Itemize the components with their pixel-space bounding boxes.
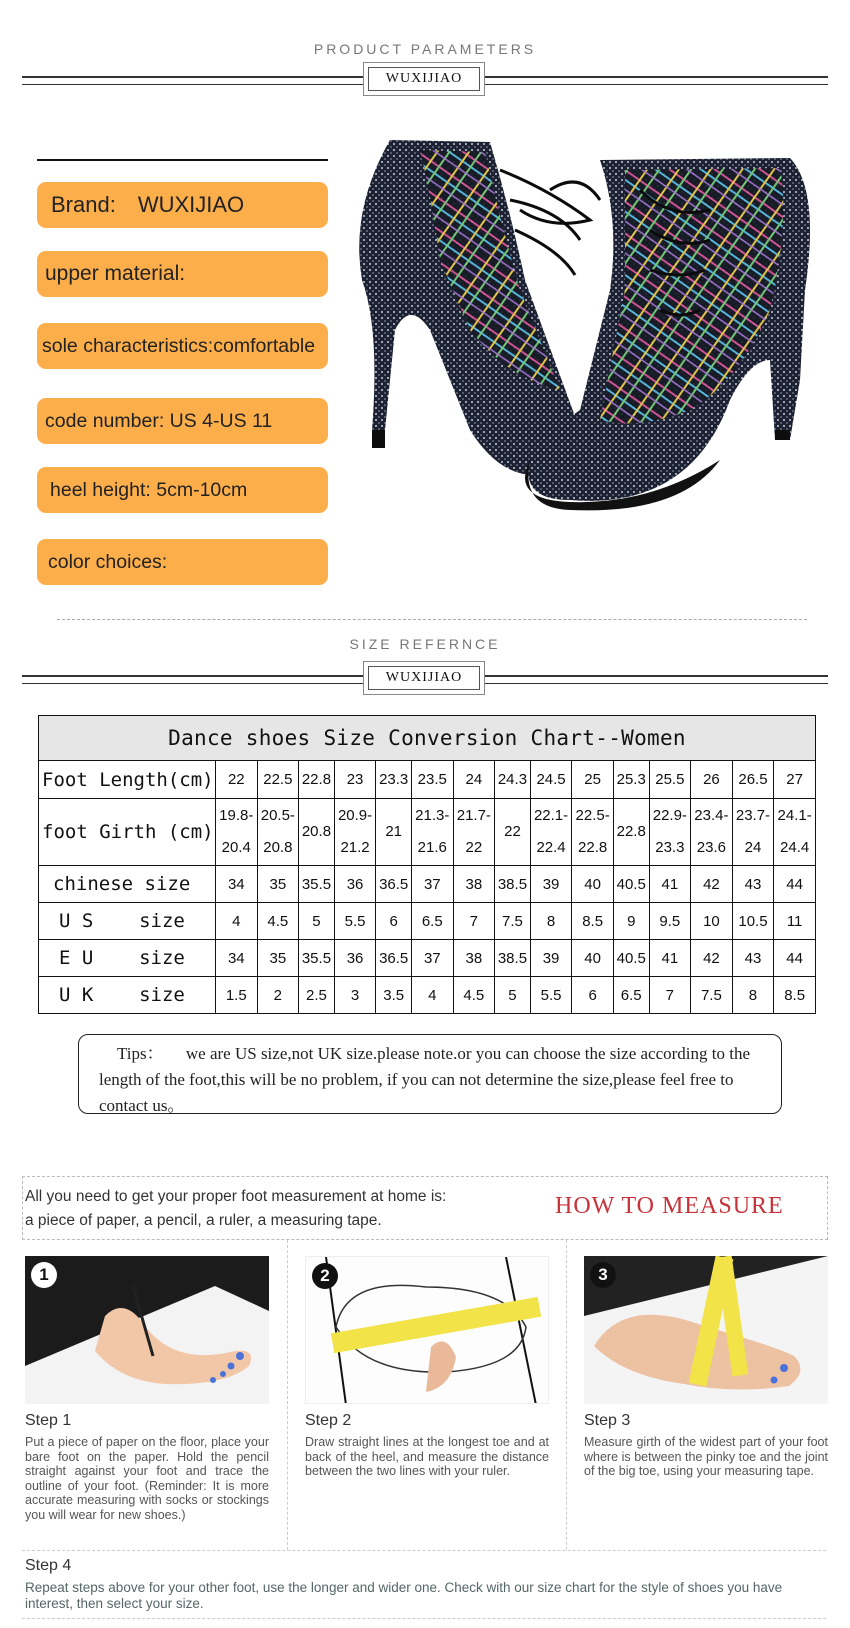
table-cell: 39 — [530, 866, 572, 903]
table-cell: 24 — [453, 761, 495, 799]
brand-logo-box — [363, 62, 485, 96]
table-cell: 5 — [495, 977, 531, 1014]
step2-number: 2 — [312, 1263, 338, 1289]
table-cell: 24.5 — [530, 761, 572, 799]
table-cell: 6.5 — [412, 903, 454, 940]
row-label-eu-size: E U size — [39, 940, 216, 977]
cell-line: 20.8 — [301, 823, 332, 840]
tips-box — [78, 1034, 782, 1114]
cell-line: 22.4 — [536, 839, 566, 856]
cell-line: 22 — [504, 823, 521, 840]
brand-logo-text-2: WUXIJIAO — [368, 666, 480, 690]
table-cell: 36.5 — [376, 940, 412, 977]
param-code-number — [37, 398, 328, 444]
table-cell — [216, 799, 258, 866]
row-label-chinese-size: chinese size — [39, 866, 216, 903]
table-cell: 6 — [376, 903, 412, 940]
tips-label: Tips： — [117, 1044, 164, 1063]
table-cell: 7 — [453, 903, 495, 940]
table-cell: 27 — [774, 761, 816, 799]
table-cell: 3 — [334, 977, 376, 1014]
bottom-separator — [22, 1618, 826, 1619]
table-cell: 37 — [412, 940, 454, 977]
cell-line: 23.3 — [655, 839, 685, 856]
table-cell — [613, 799, 649, 866]
table-cell: 38 — [453, 940, 495, 977]
cell-line: 24.4 — [780, 839, 810, 856]
table-cell — [732, 799, 774, 866]
step1-text: Put a piece of paper on the floor, place your bare foot on the paper. Hold the pencil straight against your foot and trace the outline of your foot. (Reminder: It is more accurate measuring with socks or stockings you will wear for new shoes.) — [25, 1435, 269, 1522]
brand-logo-box-2 — [363, 661, 485, 695]
table-cell: 7.5 — [495, 903, 531, 940]
row-label-foot-length: Foot Length(cm) — [39, 761, 216, 799]
cell-line: 21.6 — [417, 839, 447, 856]
how-to-measure-title: HOW TO MEASURE — [555, 1193, 784, 1219]
table-cell: 38.5 — [495, 866, 531, 903]
table-cell: 22.5 — [257, 761, 299, 799]
cell-line: 22.8 — [578, 839, 608, 856]
table-cell: 4.5 — [453, 977, 495, 1014]
table-cell: 23.3 — [376, 761, 412, 799]
cell-line: 24.1- — [777, 807, 812, 824]
param-upper-material — [37, 251, 328, 297]
param-brand-value: WUXIJIAO — [137, 192, 245, 217]
step-divider-2 — [566, 1240, 567, 1550]
table-cell: 4 — [216, 903, 258, 940]
table-cell: 34 — [216, 866, 258, 903]
table-cell: 42 — [691, 940, 733, 977]
table-cell: 2.5 — [299, 977, 335, 1014]
param-top-rule — [37, 159, 328, 161]
table-cell: 40.5 — [613, 866, 649, 903]
table-cell: 10 — [691, 903, 733, 940]
param-upper-material-label: upper material: — [45, 262, 186, 285]
table-cell — [257, 799, 299, 866]
step4-separator — [22, 1550, 826, 1551]
table-cell: 4 — [412, 977, 454, 1014]
table-cell: 44 — [774, 866, 816, 903]
cell-line: 20.8 — [263, 839, 293, 856]
cell-line: 22.1- — [533, 807, 569, 824]
row-label-foot-girth: foot Girth (cm) — [39, 799, 216, 866]
table-cell: 25.3 — [613, 761, 649, 799]
param-brand-label: Brand: — [51, 192, 116, 217]
table-cell: 37 — [412, 866, 454, 903]
table-cell: 25 — [572, 761, 614, 799]
table-cell: 26 — [691, 761, 733, 799]
table-cell: 1.5 — [216, 977, 258, 1014]
section-title-size: SIZE REFERNCE — [349, 636, 501, 652]
product-photo-shoes — [350, 130, 840, 530]
table-cell: 35.5 — [299, 940, 335, 977]
table-cell: 38.5 — [495, 940, 531, 977]
table-cell: 25.5 — [649, 761, 691, 799]
table-cell: 6 — [572, 977, 614, 1014]
table-cell: 10.5 — [732, 903, 774, 940]
step2-heading: Step 2 — [305, 1412, 352, 1429]
row-label-us-size: U S size — [39, 903, 216, 940]
cell-line: 19.8- — [219, 807, 254, 824]
table-cell — [649, 799, 691, 866]
table-cell: 3.5 — [376, 977, 412, 1014]
table-cell: 24.3 — [495, 761, 531, 799]
param-code-number-label: code number: US 4-US 11 — [45, 409, 273, 432]
table-cell: 36 — [334, 940, 376, 977]
table-cell: 39 — [530, 940, 572, 977]
table-cell — [334, 799, 376, 866]
cell-line: 20.4 — [221, 839, 251, 856]
dotted-separator — [57, 619, 807, 620]
table-cell — [572, 799, 614, 866]
table-cell: 5 — [299, 903, 335, 940]
step4-text: Repeat steps above for your other foot, use the longer and wider one. Check with our size chart for the style of shoes you have interest, then select your size. — [25, 1580, 783, 1611]
table-cell: 6.5 — [613, 977, 649, 1014]
cell-line: 21.3- — [415, 807, 450, 824]
table-cell: 8.5 — [572, 903, 614, 940]
table-cell: 8.5 — [774, 977, 816, 1014]
param-sole — [37, 323, 328, 369]
param-color-choices — [37, 539, 328, 585]
cell-line: 23.7- — [735, 807, 771, 824]
table-cell: 41 — [649, 940, 691, 977]
table-cell: 41 — [649, 866, 691, 903]
table-cell — [691, 799, 733, 866]
cell-line: 21 — [385, 823, 403, 840]
size-conversion-table — [38, 715, 816, 1014]
step3-heading: Step 3 — [584, 1412, 631, 1429]
table-cell: 40 — [572, 866, 614, 903]
table-cell — [412, 799, 454, 866]
table-cell: 36 — [334, 866, 376, 903]
table-cell: 7 — [649, 977, 691, 1014]
step4-heading: Step 4 — [25, 1557, 72, 1574]
table-cell: 9.5 — [649, 903, 691, 940]
param-brand — [37, 182, 328, 228]
table-cell — [376, 799, 412, 866]
measure-intro-line1: All you need to get your proper foot measurement at home is: — [25, 1188, 447, 1205]
param-heel-height-label: heel height: 5cm-10cm — [50, 478, 248, 501]
measure-intro — [25, 1185, 446, 1233]
param-sole-label: sole characteristics:comfortable — [42, 334, 316, 357]
table-cell: 36.5 — [376, 866, 412, 903]
cell-line: 23.4- — [694, 807, 729, 824]
table-cell: 42 — [691, 866, 733, 903]
param-heel-height — [37, 467, 328, 513]
table-cell: 7.5 — [691, 977, 733, 1014]
table-cell: 26.5 — [732, 761, 774, 799]
step3-text: Measure girth of the widest part of your foot where is between the pinky toe and the joint of the big toe, using your measuring tape. — [584, 1435, 828, 1478]
table-cell: 35 — [257, 940, 299, 977]
step2-photo — [305, 1256, 549, 1404]
table-cell: 8 — [530, 903, 572, 940]
step3-photo — [584, 1256, 828, 1404]
table-cell: 2 — [257, 977, 299, 1014]
table-cell: 22.8 — [299, 761, 335, 799]
table-cell: 38 — [453, 866, 495, 903]
cell-line: 22.8 — [616, 823, 646, 840]
cell-line: 22 — [465, 839, 483, 856]
cell-line: 20.9- — [337, 807, 373, 824]
step1-number: 1 — [31, 1262, 57, 1288]
row-label-uk-size: U K size — [39, 977, 216, 1014]
cell-line: 21.2 — [340, 839, 370, 856]
step-divider-1 — [287, 1240, 288, 1550]
measure-intro-line2: a piece of paper, a pencil, a ruler, a measuring tape. — [25, 1212, 382, 1229]
table-cell — [774, 799, 816, 866]
table-cell: 40.5 — [613, 940, 649, 977]
table-cell: 43 — [732, 866, 774, 903]
table-cell — [453, 799, 495, 866]
step3-number: 3 — [590, 1262, 616, 1288]
table-cell — [495, 799, 531, 866]
cell-line: 22.5- — [575, 807, 610, 824]
tips-text: we are US size,not UK size.please note.or you can choose the size according to the length of the foot,this will be no problem, if you can not determine the size,please feel free to contact us。 — [99, 1044, 750, 1115]
table-cell: 5.5 — [530, 977, 572, 1014]
table-cell: 11 — [774, 903, 816, 940]
table-cell: 40 — [572, 940, 614, 977]
cell-line: 22.9- — [652, 807, 687, 824]
step1-photo — [25, 1256, 269, 1404]
cell-line: 20.5- — [260, 807, 295, 824]
table-cell: 35.5 — [299, 866, 335, 903]
table-cell: 22 — [216, 761, 258, 799]
table-cell: 23.5 — [412, 761, 454, 799]
table-cell: 44 — [774, 940, 816, 977]
cell-line: 24 — [744, 839, 762, 856]
chart-title: Dance shoes Size Conversion Chart--Women — [39, 716, 816, 761]
table-cell: 34 — [216, 940, 258, 977]
cell-line: 21.7- — [456, 807, 491, 824]
cell-line: 23.6 — [696, 839, 726, 856]
table-cell: 35 — [257, 866, 299, 903]
table-cell: 9 — [613, 903, 649, 940]
table-cell: 5.5 — [334, 903, 376, 940]
table-cell: 43 — [732, 940, 774, 977]
table-cell — [299, 799, 335, 866]
table-cell: 8 — [732, 977, 774, 1014]
step1-heading: Step 1 — [25, 1412, 72, 1429]
param-color-choices-label: color choices: — [48, 550, 168, 573]
table-cell: 23 — [334, 761, 376, 799]
table-cell — [530, 799, 572, 866]
step2-text: Draw straight lines at the longest toe and at back of the heel, and measure the distance between the two lines with your ruler. — [305, 1435, 549, 1478]
table-cell: 4.5 — [257, 903, 299, 940]
section-title-parameters: PRODUCT PARAMETERS — [313, 41, 537, 57]
brand-logo-text: WUXIJIAO — [368, 67, 480, 91]
